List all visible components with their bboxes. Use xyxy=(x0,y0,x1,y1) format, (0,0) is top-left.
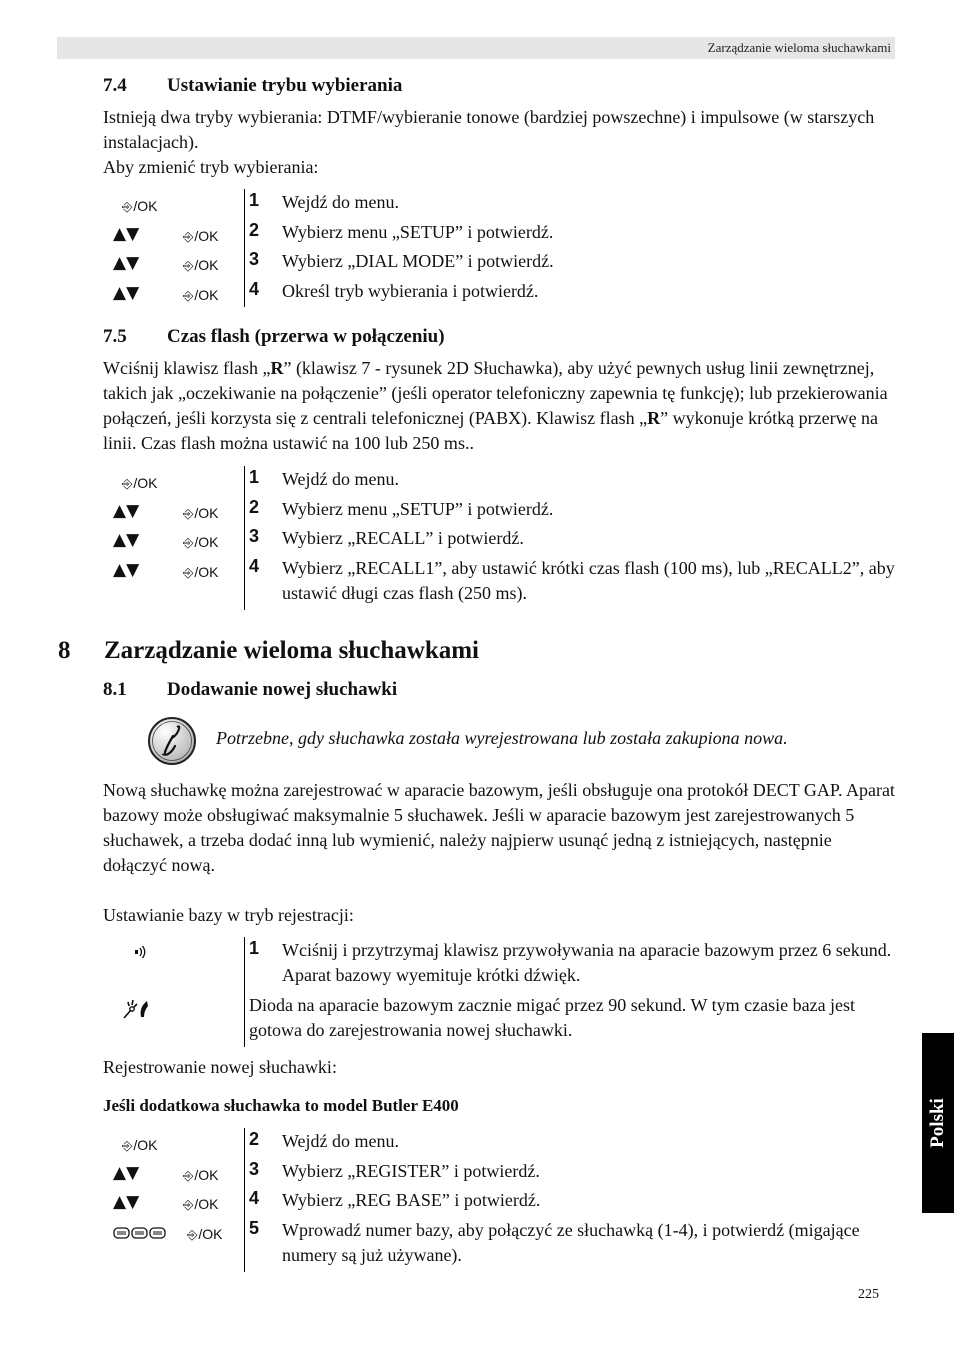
step-text: Wybierz „DIAL MODE” i potwierdź. xyxy=(282,251,554,271)
step-row xyxy=(0,1218,954,1270)
step-number: 2 xyxy=(249,1129,260,1149)
step-text: Wybierz „RECALL” i potwierdź. xyxy=(282,528,524,548)
running-header xyxy=(57,37,895,59)
step-text: Określ tryb wybierania i potwierdź. xyxy=(282,281,539,301)
step-number: 4 xyxy=(249,1188,260,1208)
flashing-led-icon xyxy=(122,998,152,1020)
up-down-arrows-icon: ▲▼ xyxy=(113,560,140,580)
step-text: Wybierz menu „SETUP” i potwierdź. xyxy=(282,499,554,519)
up-down-arrows-icon: ▲▼ xyxy=(113,530,140,550)
up-down-arrows-icon: ▲▼ xyxy=(113,224,140,244)
step-number: 1 xyxy=(249,190,260,210)
step-number: 2 xyxy=(249,220,260,240)
info-note-text: Potrzebne, gdy słuchawka została wyrejestrowana lub została zakupiona nowa. xyxy=(216,728,788,748)
section-title: Ustawianie trybu wybierania xyxy=(167,75,403,96)
led-info-row xyxy=(0,993,954,1045)
step-text: Wybierz „REG BASE” i potwierdź. xyxy=(282,1190,541,1210)
step-number: 4 xyxy=(249,279,260,299)
step-number: 3 xyxy=(249,526,260,546)
up-down-arrows-icon: ▲▼ xyxy=(113,253,140,273)
step-row xyxy=(0,526,954,554)
step-text: Wejdź do menu. xyxy=(282,469,400,489)
language-tab-label: Polski xyxy=(927,1098,948,1148)
paragraph: Ustawianie bazy w tryb rejestracji: xyxy=(103,905,354,925)
menu-ok-icon: ⎆/OK xyxy=(122,1137,158,1153)
step-row xyxy=(0,938,954,990)
info-note-icon xyxy=(147,716,197,766)
section-7-5-intro xyxy=(103,356,898,456)
step-number: 5 xyxy=(249,1218,260,1238)
step-text: Wybierz „RECALL1”, aby ustawić krótki czas flash (100 ms), lub „RECALL2”, aby ustawić długi czas flash (250 ms). xyxy=(282,558,895,603)
menu-ok-icon: ⎆/OK xyxy=(183,534,219,550)
step-row xyxy=(0,249,954,277)
menu-ok-icon: ⎆/OK xyxy=(122,475,158,491)
step-row xyxy=(0,1188,954,1216)
step-row xyxy=(0,1159,954,1187)
menu-ok-icon: ⎆/OK xyxy=(183,228,219,244)
menu-ok-icon: ⎆/OK xyxy=(183,1167,219,1183)
step-number: 3 xyxy=(249,249,260,269)
paragraph: Wciśnij klawisz flash „R” (klawisz 7 - rysunek 2D Słuchawka), aby użyć pewnych usług linii zewnętrznej, takich jak „oczekiwanie na połączenie” (jeśli operator telefoniczny zapewnia tę funkcję); lub przekierowania połączeń, jeśli korzysta się z centrali telefonicznej (PABX). Klawisz flash „R” wykonuje krótką przerwę na linii. Czas flash można ustawić na 100 lub 250 ms.. xyxy=(103,358,888,453)
paragraph: Istnieją dwa tryby wybierania: DTMF/wybieranie tonowe (bardziej powszechne) i impulsowe (w starszych instalacjach). xyxy=(103,107,875,152)
menu-ok-icon: ⎆/OK xyxy=(183,287,219,303)
up-down-arrows-icon: ▲▼ xyxy=(113,1192,140,1212)
section-number: 7.5 xyxy=(103,326,127,347)
section-8-1-body xyxy=(103,778,898,878)
step-row xyxy=(0,556,954,608)
paragraph: Rejestrowanie nowej słuchawki: xyxy=(103,1057,337,1077)
section-title: Dodawanie nowej słuchawki xyxy=(167,679,398,700)
paging-key-icon xyxy=(132,944,148,960)
menu-ok-icon: ⎆/OK xyxy=(183,1196,219,1212)
step-text: Wprowadź numer bazy, aby połączyć ze słuchawką (1-4), i potwierdź (migające numery są już używane). xyxy=(282,1220,860,1265)
section-8-1-body3 xyxy=(103,1055,898,1080)
step-row xyxy=(0,497,954,525)
step-row xyxy=(0,220,954,248)
step-text: Wejdź do menu. xyxy=(282,192,400,212)
menu-ok-icon: ⎆/OK xyxy=(183,257,219,273)
step-number: 1 xyxy=(249,938,260,958)
up-down-arrows-icon: ▲▼ xyxy=(113,1163,140,1183)
running-title: Zarządzanie wieloma słuchawkami xyxy=(707,40,891,55)
step-text: Wciśnij i przytrzymaj klawisz przywoływania na aparacie bazowym przez 6 sekund. Aparat bazowy wyemituje krótki dźwięk. xyxy=(282,940,892,985)
paragraph: Nową słuchawkę można zarejestrować w aparacie bazowym, jeśli obsługuje ona protokół DECT GAP. Aparat bazowy może obsługiwać maksymalnie 5 słuchawek. Jeśli w aparacie bazowym jest zarejestrowanych 5 słuchawek, a trzeba dodać inną lub wymienić, należy najpierw usunąć jedną z istniejących, następnie dołączyć nową. xyxy=(103,780,895,875)
page-number: 225 xyxy=(858,1287,879,1302)
section-number: 8.1 xyxy=(103,679,127,700)
step-text: Wejdź do menu. xyxy=(282,1131,400,1151)
chapter-title: Zarządzanie wieloma słuchawkami xyxy=(104,637,479,664)
step-row xyxy=(0,279,954,307)
led-description: Dioda na aparacie bazowym zacznie migać przez 90 sekund. W tym czasie baza jest gotowa do zarejestrowania nowej słuchawki. xyxy=(249,995,856,1040)
paragraph: Aby zmienić tryb wybierania: xyxy=(103,157,319,177)
menu-ok-icon: ⎆/OK xyxy=(183,505,219,521)
step-number: 3 xyxy=(249,1159,260,1179)
section-title: Czas flash (przerwa w połączeniu) xyxy=(167,326,445,347)
up-down-arrows-icon: ▲▼ xyxy=(113,501,140,521)
section-8-1-body2 xyxy=(103,903,898,928)
step-text: Wybierz menu „SETUP” i potwierdź. xyxy=(282,222,554,242)
numeric-keys-icon xyxy=(113,1227,167,1239)
menu-ok-icon: ⎆/OK xyxy=(187,1226,223,1242)
step-row xyxy=(0,1129,954,1157)
chapter-number: 8 xyxy=(58,637,71,664)
step-number: 2 xyxy=(249,497,260,517)
step-text: Wybierz „REGISTER” i potwierdź. xyxy=(282,1161,540,1181)
section-number: 7.4 xyxy=(103,75,127,96)
section-7-4-intro xyxy=(103,105,898,180)
up-down-arrows-icon: ▲▼ xyxy=(113,283,140,303)
step-row xyxy=(0,190,954,218)
step-number: 4 xyxy=(249,556,260,576)
subsection-heading: Jeśli dodatkowa słuchawka to model Butler E400 xyxy=(103,1096,459,1115)
step-number: 1 xyxy=(249,467,260,487)
menu-ok-icon: ⎆/OK xyxy=(183,564,219,580)
menu-ok-icon: ⎆/OK xyxy=(122,198,158,214)
step-row xyxy=(0,467,954,495)
